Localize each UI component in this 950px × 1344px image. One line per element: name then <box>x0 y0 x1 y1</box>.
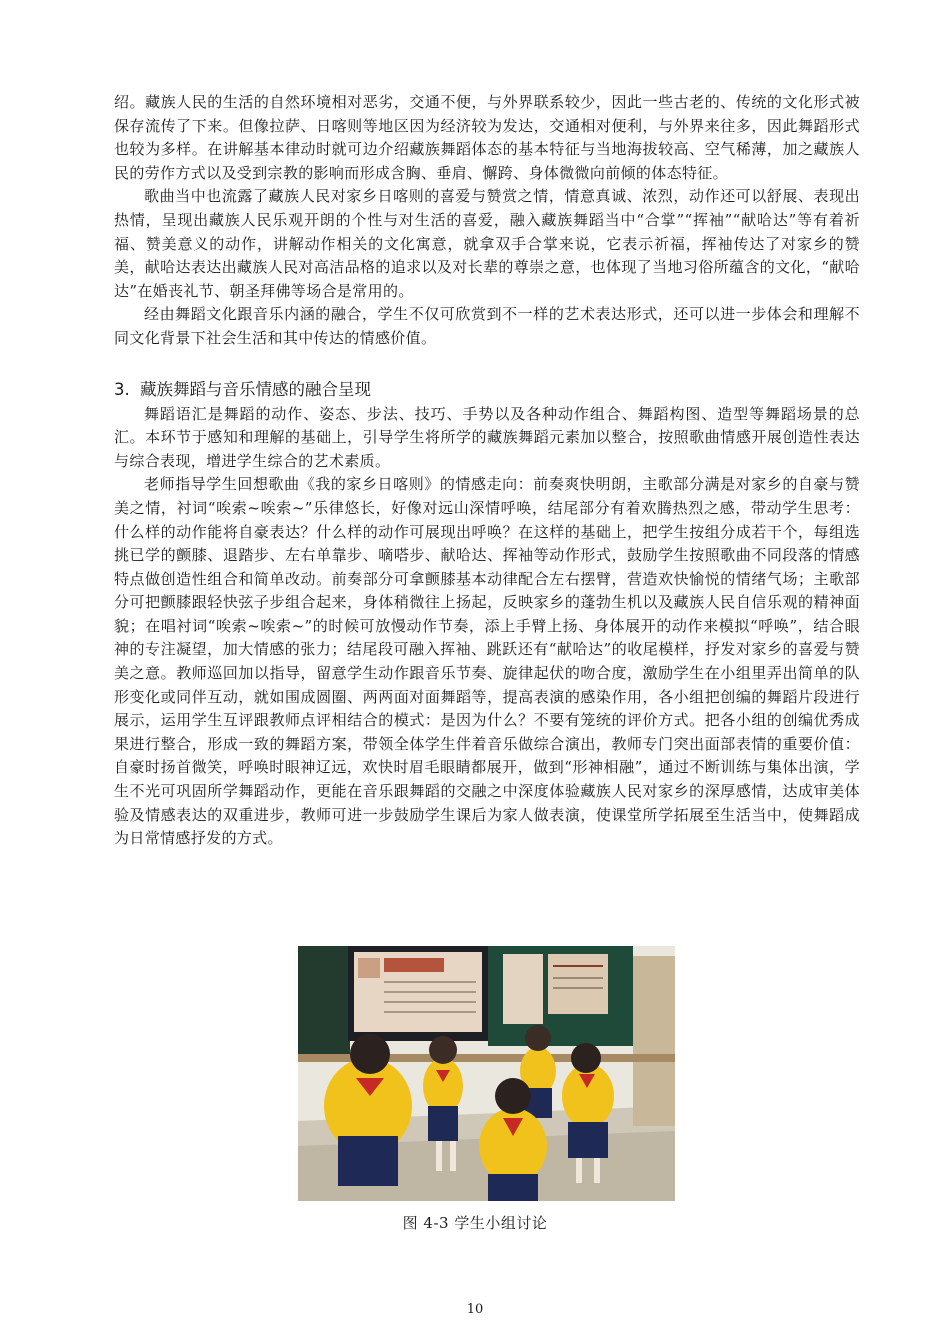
body-text <box>114 91 860 851</box>
paragraph: 歌曲当中也流露了藏族人民对家乡日喀则的喜爱与赞赏之情，情意真诚、浓烈，动作还可以舒展、表现出热情，呈现出藏族人民乐观开朗的个性与对生活的喜爱，融入藏族舞蹈当中“合掌”“挥袖”“献哈达”等有着祈福、赞美意义的动作，讲解动作相关的文化寓意，就拿双手合掌来说，它表示祈福，挥袖传达了对家乡的赞美，献哈达表达出藏族人民对高洁品格的追求以及对长辈的尊崇之意，也体现了当地习俗所蕴含的文化，“献哈达”在婚丧礼节、朝圣拜佛等场合是常用的。 <box>114 187 860 300</box>
paragraph: 舞蹈语汇是舞蹈的动作、姿态、步法、技巧、手势以及各种动作组合、舞蹈构图、造型等舞蹈场景的总汇。本环节于感知和理解的基础上，引导学生将所学的藏族舞蹈元素加以整合，按照歌曲情感开展创造性表达与综合表现，增进学生综合的艺术素质。 <box>114 404 860 470</box>
figure-caption: 图 4-3 学生小组讨论 <box>402 1214 548 1232</box>
section-number: 3. <box>114 379 130 399</box>
page-number: 10 <box>466 1302 484 1317</box>
paragraph: 老师指导学生回想歌曲《我的家乡日喀则》的情感走向：前奏爽快明朗，主歌部分满是对家乡的自豪与赞美之情，衬词“唉索~唉索~”乐律悠长，好像对远山深情呼唤，结尾部分有着欢腾热烈之感，带动学生思考：什么样的动作能将自豪表达？什么样的动作可展现出呼唤？在这样的基础上，把学生按组分成若干个，每组选挑已学的颤膝、退踏步、左右单靠步、嘀嗒步、献哈达、挥袖等动作形式，鼓励学生按照歌曲不同段落的情感特点做创造性组合和简单改动。前奏部分可拿颤膝基本动律配合左右摆臂，营造欢快愉悦的情绪气场；主歌部分可把颤膝跟轻快弦子步组合起来，身体稍微往上扬起，反映家乡的蓬勃生机以及藏族人民自信乐观的精神面貌；在唱衬词“唉索~唉索~”的时候可放慢动作节奏，添上手臂上扬、身体展开的动作来模拟“呼唤”，结合眼神的专注凝望，加大情感的张力；结尾段可融入挥袖、跳跃还有“献哈达”的收尾模样，抒发对家乡的喜爱与赞美之意。教师巡回加以指导，留意学生动作跟音乐节奏、旋律起伏的吻合度，激励学生在小组里弄出简单的队形变化或同伴互动，就如围成圆圈、两两面对面舞蹈等，提高表演的感染作用，各小组把创编的舞蹈片段进行展示，运用学生互评跟教师点评相结合的模式：是因为什么？不要有笼统的评价方式。把各小组的创编优秀成果进行整合，形成一致的舞蹈方案，带领全体学生伴着音乐做综合演出，教师专门突出面部表情的重要价值：自豪时扬首微笑，呼唤时眼神辽远，欢快时眉毛眼睛都展开，做到“形神相融”，通过不断训练与集体出演，学生不光可巩固所学舞蹈动作，更能在音乐跟舞蹈的交融之中深度体验藏族人民对家乡的深厚感情，达成审美体验及情感表达的双重进步，教师可进一步鼓励学生课后为家人做表演，使课堂所学拓展至生活当中，使舞蹈成为日常情感抒发的方式。 <box>114 475 860 848</box>
section-title: 藏族舞蹈与音乐情感的融合呈现 <box>140 379 371 399</box>
classroom-photo <box>298 946 675 1201</box>
section-heading <box>114 378 860 402</box>
classroom-photo-illustration <box>298 946 675 1201</box>
paragraph: 绍。藏族人民的生活的自然环境相对恶劣，交通不便，与外界联系较少，因此一些古老的、传统的文化形式被保存流传了下来。但像拉萨、日喀则等地区因为经济较为发达，交通相对便利，与外界来往多，因此舞蹈形式也较为多样。在讲解基本律动时就可边介绍藏族舞蹈体态的基本特征与当地海拔较高、空气稀薄，加之藏族人民的劳作方式以及受到宗教的影响而形成含胸、垂肩、懈跨、身体微微向前倾的体态特征。 <box>114 93 860 182</box>
paragraph: 经由舞蹈文化跟音乐内涵的融合，学生不仅可欣赏到不一样的艺术表达形式，还可以进一步体会和理解不同文化背景下社会生活和其中传达的情感价值。 <box>114 305 860 347</box>
